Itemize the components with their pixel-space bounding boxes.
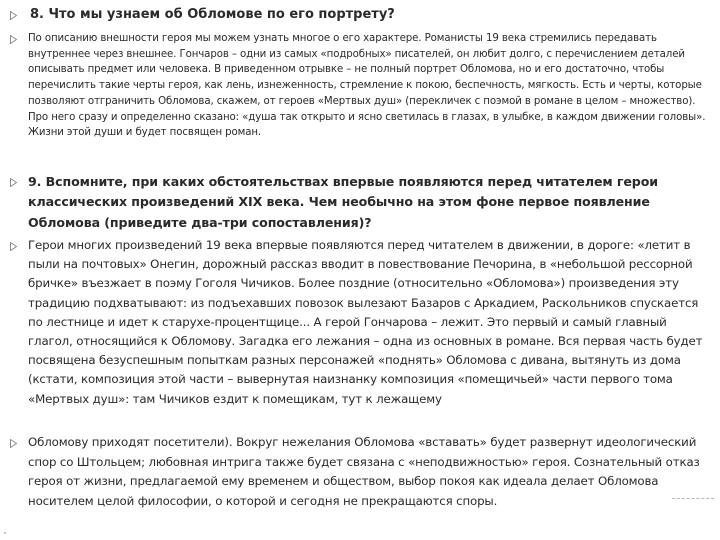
triangle-right-icon [10, 35, 17, 44]
triangle-right-icon [10, 242, 17, 251]
bullet-question-9 [10, 172, 710, 233]
answer-9-text: Герои многих произведений 19 века впервые появляются перед читателем в движении, в дороге: «летит в пыли на почтовых» Онегин, дорожный рассказ вводит в повествование Печорина, в «небольшой рессорной бричке» въезжает в поэму Гоголя Чичиков. Более поздние (относительно «Обломова») произведения эту традицию подхватывают: из подъехавших повозок вылезают Базаров с Аркадием, Раскольников спускается по лестнице и идет к старухе-процентщице... А герой Гончарова – лежит. Это первый и самый главный глагол, относящийся к Обломову. Загадка его лежания – одна из основных в романе. Вся первая часть будет посвящена безуспешным попыткам разных персонажей «поднять» Обломова с дивана, вытянуть из дома (кстати, композиция этой части – вывернутая наизнанку композиция «помещичьей» части первого тома «Мертвых душ»: там Чичиков ездит к помещикам, тут к лежащему [28, 238, 703, 406]
decorative-dashed-line [672, 498, 714, 499]
answer-8-text: По описанию внешности героя мы можем узнать многое о его характере. Романисты 19 века стремились передавать внутреннее через внешнее. Гончаров – одни из самых «подробных» писателей, он любит долго, с перечислением деталей описывать предмет или человека. В приведенном отрывке – не полный портрет Обломова, но и его достаточно, чтобы перечислить такие черты героя, как лень, изнеженность, стремление к покою, беспечность, мягкость. Есть и черты, которые позволяют отграничить Обломова, скажем, от героев «Мертвых душ» (перекличек с поэмой в романе в целом – множество). Про него сразу и определенно сказано: «душа так открыто и ясно светилась в глазах, в улыбке, в каждом движении головы». Жизни этой души и будет посвящен роман. [28, 33, 706, 139]
question-8-text: 8. Что мы узнаем об Обломове по его портрету? [30, 7, 395, 22]
decorative-dot [4, 532, 6, 534]
bullet-answer-9-continued [10, 433, 710, 511]
triangle-right-icon [10, 11, 17, 20]
triangle-right-icon [10, 178, 17, 187]
question-9-text: 9. Вспомните, при каких обстоятельствах впервые появляются перед читателем герои классических произведений XIX века. Чем необычно на этом фоне первое появление Обломова (приведите два-три сопоставления)? [28, 174, 658, 230]
bullet-answer-9 [10, 236, 710, 409]
bullet-answer-8 [10, 31, 710, 141]
answer-9-continued-text: Обломову приходят посетители). Вокруг нежелания Обломова «вставать» будет развернут идеологический спор со Штольцем; любовная интрига также будет связана с «неподвижностью» героя. Сознательный отказ героя от жизни, предлагаемой ему временем и обществом, выбор покоя как идеала делает Обломова носителем целой философии, о которой и сегодня не прекращаются споры. [28, 435, 700, 508]
bullet-question-8 [10, 6, 710, 23]
triangle-right-icon [10, 439, 17, 448]
